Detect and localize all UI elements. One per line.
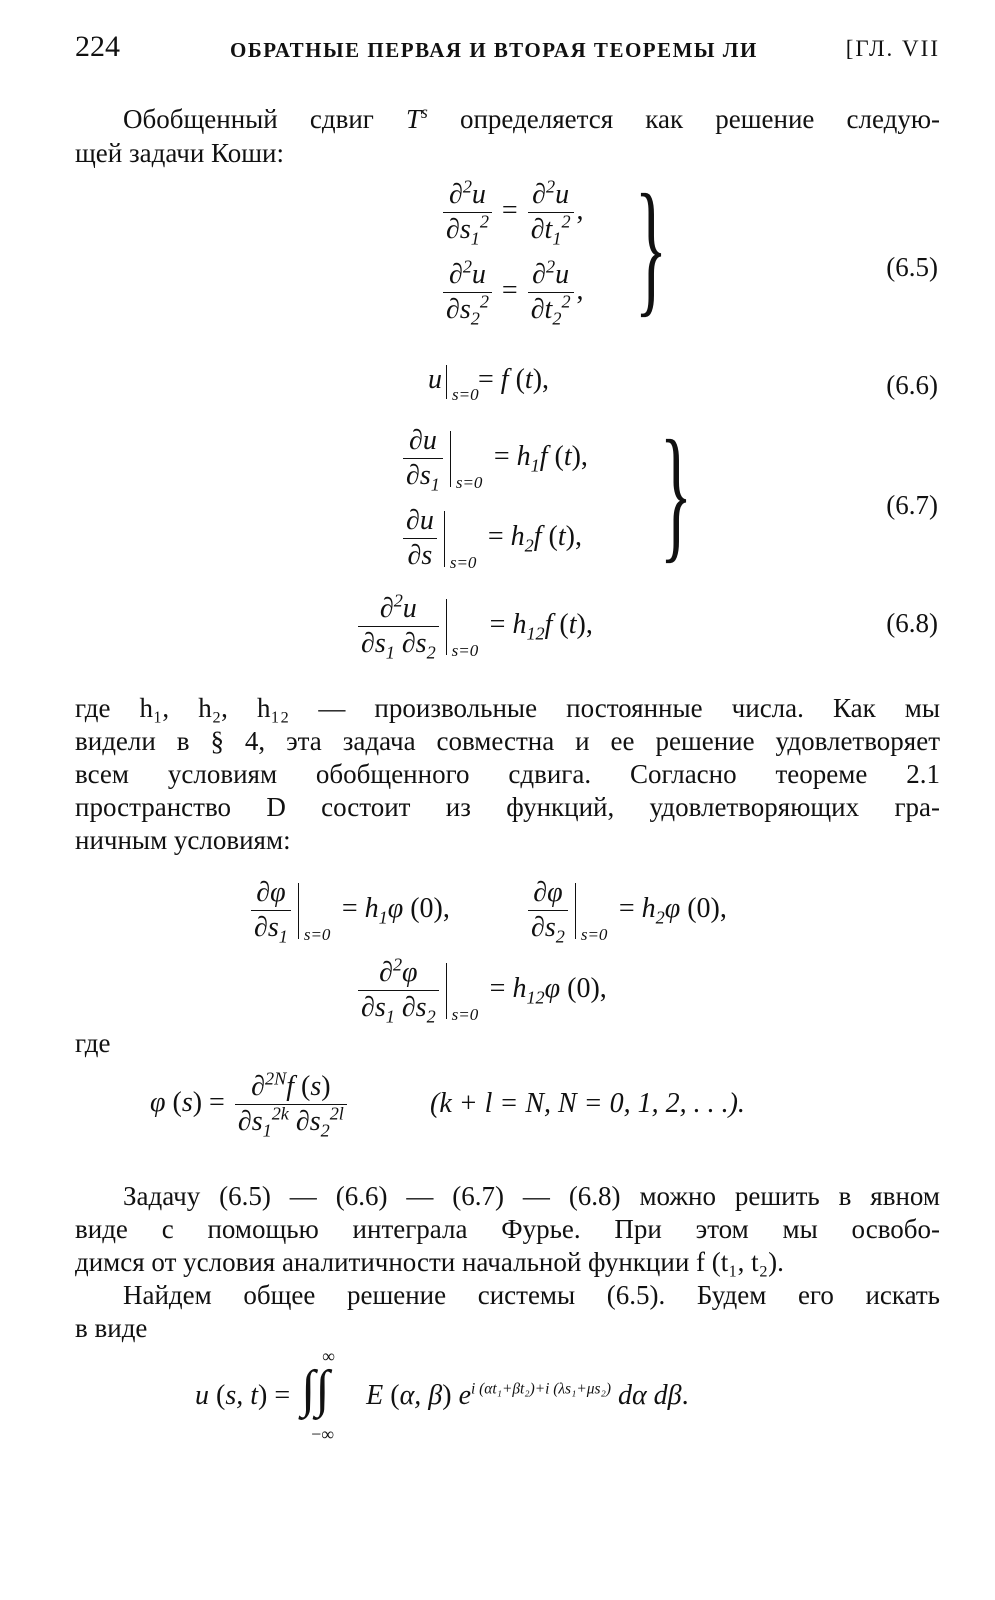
paragraph-line: всем условиям обобщенного сдвига. Согласно теореме 2.1 [75, 759, 940, 789]
equation-number-6-5: (6.5) [886, 252, 938, 282]
phi-definition: φ (s) = $\frac{\partial^{2N}f (s)}{\partial s_1^{2k} \partial s_2^{2l}}$ [150, 1070, 350, 1139]
paragraph-line: пространство D состоит из функций, удовлетворяющих гра- [75, 792, 940, 822]
paragraph-line: в виде [75, 1313, 148, 1343]
phi-condition: (k + l = N, N = 0, 1, 2, . . .). [430, 1088, 745, 1119]
right-brace: } [634, 164, 668, 330]
paragraph-line: где h₁, h₂, h₁₂ — произвольные постоянные числа. Как мы [75, 693, 940, 723]
shift-operator: $T^s$ [405, 102, 428, 134]
equation-6-6: u s=0 = f (t), [428, 364, 550, 404]
paragraph-line: Найдем общее решение системы (6.5). Будем его искать [123, 1280, 940, 1310]
paragraph-line: видели в § 4, эта задача совместна и ее решение удовлетворяет [75, 726, 940, 756]
paragraph-line: ничным условиям: [75, 825, 291, 855]
boundary-condition-1: $\frac{\partial\varphi}{\partial s_1}$ s=0 = $h_1\varphi$ (0), [248, 876, 450, 945]
paragraph-line: димся от условия аналитичности начальной функции f (t₁, t₂). [75, 1247, 784, 1277]
boundary-condition-2: $\frac{\partial\varphi}{\partial s_2}$ s=0 = $h_2\varphi$ (0), [525, 876, 727, 945]
equation-6-7-line-1: $\frac{\partial u}{\partial s_1}$ s=0 = $h_1f$ (t), [400, 424, 588, 493]
fourier-integral: u (s, t) = ∞ ∫∫ −∞ E (α, β) $e^{i (\alpha t_1+\beta t_2)+i (\lambda s_1+\mu s_2)}$ dα dβ. [195, 1346, 689, 1444]
page-number: 224 [75, 30, 120, 63]
paragraph-line: Задачу (6.5) — (6.6) — (6.7) — (6.8) можно решить в явном [123, 1181, 940, 1211]
page-header [75, 30, 940, 74]
right-brace: } [659, 410, 693, 576]
where-label: где [75, 1028, 111, 1058]
equation-6-7-line-2: $\frac{\partial u}{\partial s}$ s=0 = $h_2f$ (t), [400, 504, 582, 573]
equation-6-5-line-1: $\frac{\partial^2u}{\partial s_1^2}$ = $\frac{\partial^2u}{\partial t_1^2}$ , [440, 178, 584, 247]
equation-number-6-7: (6.7) [886, 490, 938, 520]
equation-number-6-8: (6.8) [886, 608, 938, 638]
equation-number-6-6: (6.6) [886, 370, 938, 400]
equation-6-8: $\frac{\partial^2u}{\partial s_1 \partial s_2}$ s=0 = $h_{12}f$ (t), [355, 592, 593, 661]
boundary-condition-3: $\frac{\partial^2\varphi}{\partial s_1 \partial s_2}$ s=0 = $h_{12}\varphi$ (0), [355, 956, 607, 1025]
running-title: ОБРАТНЫЕ ПЕРВАЯ И ВТОРАЯ ТЕОРЕМЫ ЛИ [230, 38, 758, 62]
equation-6-5-line-2: $\frac{\partial^2u}{\partial s_2^2}$ = $\frac{\partial^2u}{\partial t_2^2}$ , [440, 258, 584, 327]
chapter-label: [ГЛ. VII [845, 36, 940, 61]
intro-line-1: Обобщенный сдвиг $T^s$ определяется как решение следую- [123, 102, 940, 134]
paragraph-line: виде с помощью интеграла Фурье. При этом мы освобо- [75, 1214, 940, 1244]
intro-line-2: щей задачи Коши: [75, 138, 284, 168]
